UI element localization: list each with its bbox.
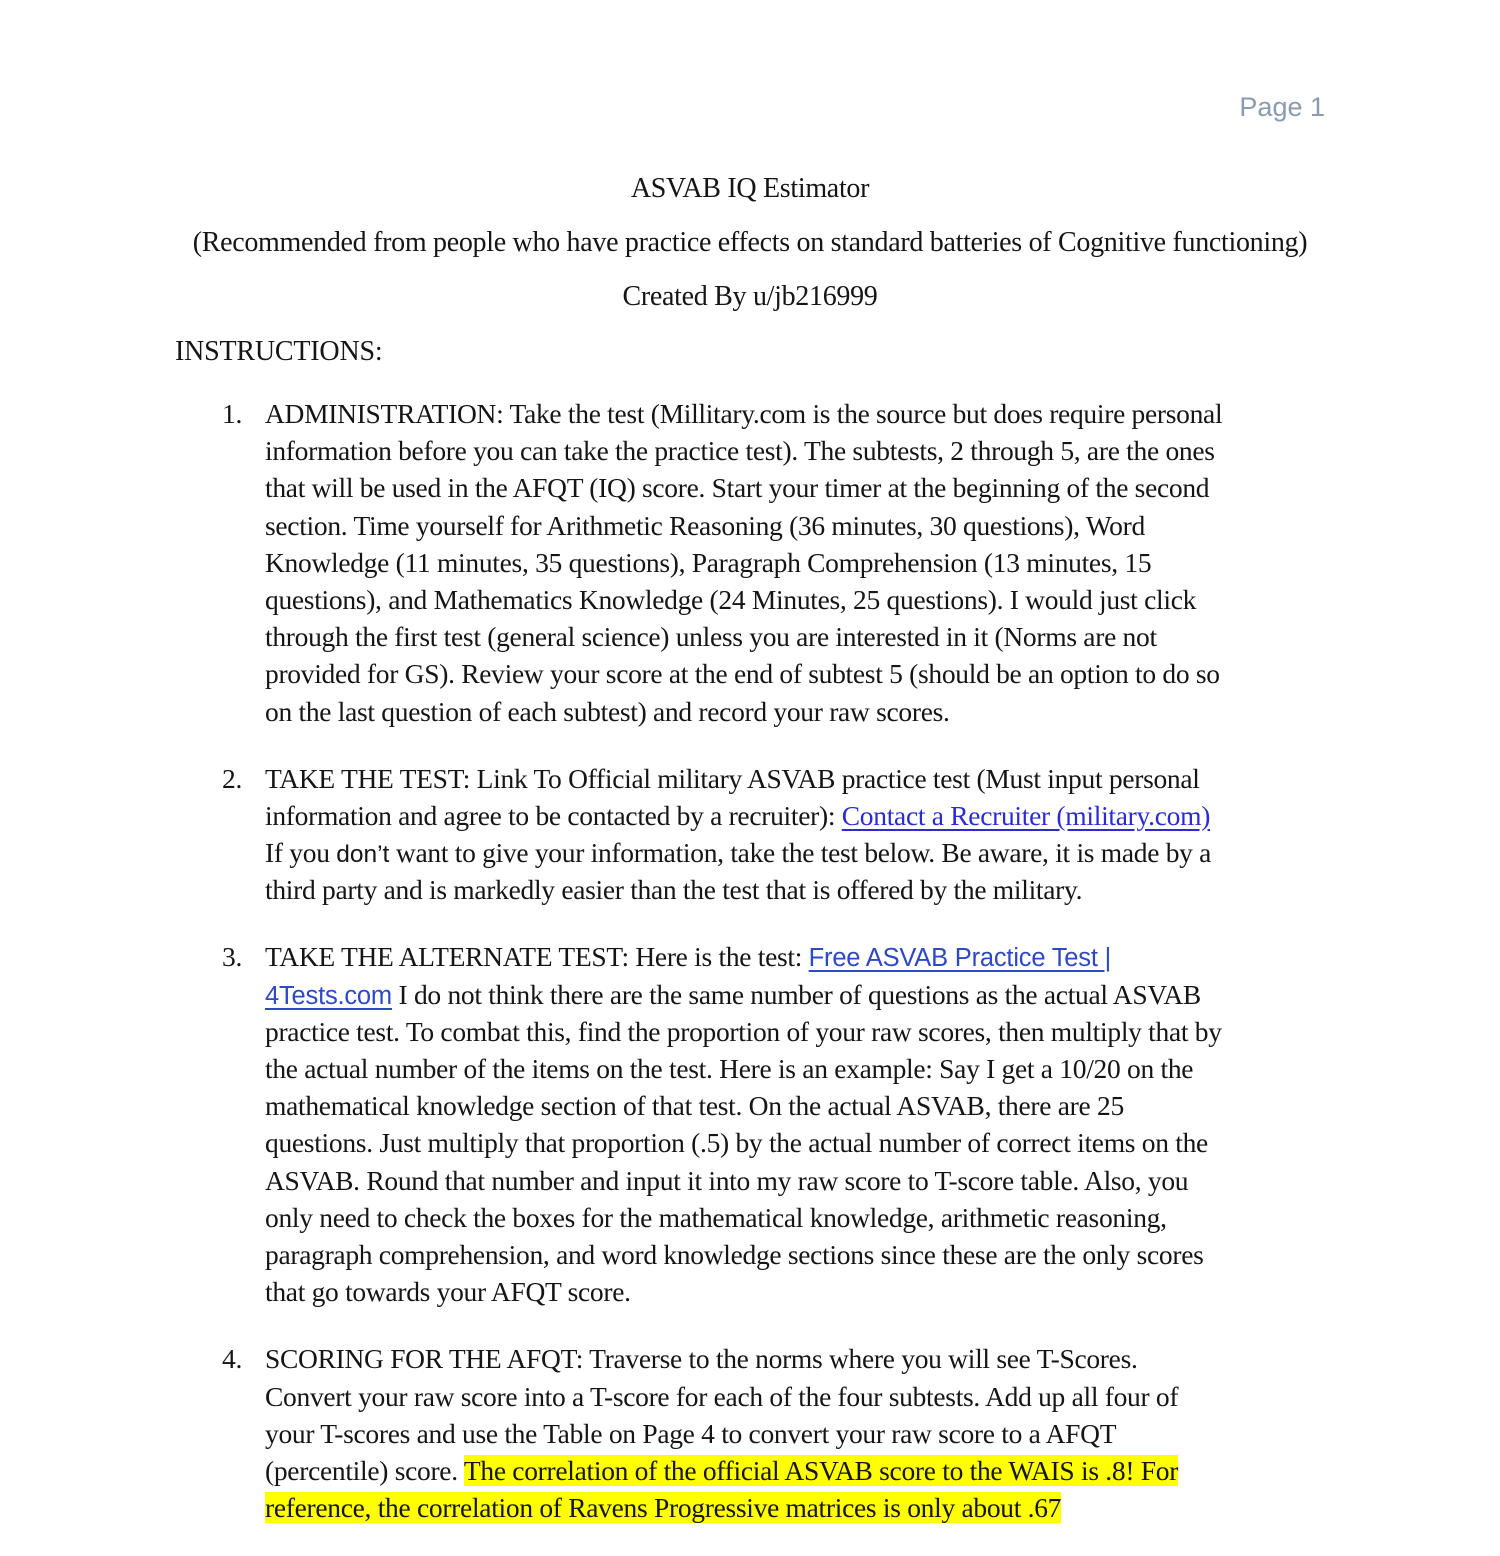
body-text: want to give your information, take the test below. Be aware, it is made by a	[389, 837, 1212, 869]
item-number: 4.	[222, 1343, 243, 1375]
body-text: information and agree to be contacted by a recruiter):	[265, 799, 842, 831]
body-text: I do not think there are the same number of questions as the actual ASVAB	[391, 978, 1201, 1010]
doc-subtitle: (Recommended from people who have practice effects on standard batteries of Cognitive functioning)	[192, 227, 1308, 258]
doc-author: Created By u/jb216999	[622, 281, 878, 312]
text-line	[265, 938, 1325, 975]
item-number: 1.	[222, 398, 243, 429]
body-text: that go towards your AFQT score.	[265, 1276, 631, 1308]
text-line	[265, 834, 1325, 871]
body-text: third party and is markedly easier than the test that is offered by the military.	[265, 874, 1083, 906]
instructions-heading: INSTRUCTIONS:	[175, 336, 383, 367]
body-text: that will be used in the AFQT (IQ) score. Start your timer at the beginning of the second	[265, 472, 1210, 504]
highlighted-text: The correlation of the official ASVAB score to the WAIS is .8! For	[463, 1454, 1179, 1486]
body-text: section. Time yourself for Arithmetic Reasoning (36 minutes, 30 questions), Word	[265, 509, 1145, 541]
body-text: Convert your raw score into a T-score for each of the four subtests. Add up all four of	[265, 1380, 1179, 1412]
item-number: 3.	[222, 941, 243, 973]
body-text: the actual number of the items on the test. Here is an example: Say I get a 10/20 on the	[265, 1053, 1194, 1084]
text-line	[265, 1236, 1325, 1273]
text-line	[265, 1087, 1325, 1124]
text-line	[265, 432, 1325, 469]
text-line	[265, 1124, 1325, 1161]
text-line	[265, 544, 1325, 581]
body-text: (percentile) score.	[265, 1454, 464, 1486]
body-text: TAKE THE TEST: Link To Official military ASVAB practice test (Must input personal	[265, 762, 1200, 794]
body-text: provided for GS). Review your score at the end of subtest 5 (should be an option to do so	[265, 658, 1220, 690]
body-text: information before you can take the practice test). The subtests, 2 through 5, are the ones	[265, 435, 1215, 467]
body-text: don’t	[336, 841, 390, 869]
instruction-item	[175, 395, 1325, 730]
doc-title: ASVAB IQ Estimator	[630, 173, 870, 204]
text-line	[265, 618, 1325, 655]
text-line	[265, 1013, 1325, 1050]
item-number: 2.	[222, 762, 243, 794]
page-number: Page 1	[1239, 92, 1325, 122]
body-text: TAKE THE ALTERNATE TEST: Here is the test:	[265, 941, 809, 973]
text-line	[265, 1162, 1325, 1199]
4tests-link-part1[interactable]: Free ASVAB Practice Test |	[808, 944, 1112, 973]
body-text: Knowledge (11 minutes, 35 questions), Paragraph Comprehension (13 minutes, 15	[265, 546, 1152, 578]
body-text: only need to check the boxes for the mathematical knowledge, arithmetic reasoning,	[265, 1201, 1167, 1233]
body-text: through the first test (general science) unless you are interested in it (Norms are not	[265, 621, 1157, 653]
text-line	[265, 693, 1325, 730]
text-line	[265, 1050, 1325, 1087]
body-text: paragraph comprehension, and word knowledge sections since these are the only scores	[265, 1238, 1204, 1270]
text-line	[265, 1415, 1325, 1452]
text-line	[265, 1452, 1325, 1489]
text-line	[265, 797, 1325, 834]
text-line	[265, 1273, 1325, 1310]
text-line	[265, 507, 1325, 544]
text-line	[265, 871, 1325, 908]
body-text: questions), and Mathematics Knowledge (24 Minutes, 25 questions). I would just click	[265, 583, 1197, 615]
document-content	[175, 0, 1325, 1556]
body-text: ADMINISTRATION: Take the test (Millitary.com is the source but does require personal	[265, 398, 1223, 429]
body-text: on the last question of each subtest) and record your raw scores.	[265, 695, 950, 727]
text-line	[265, 1340, 1325, 1377]
instruction-item	[175, 938, 1325, 1310]
text-line	[265, 655, 1325, 692]
text-line	[265, 1378, 1325, 1415]
body-text: your T-scores and use the Table on Page 4 to convert your raw score to a AFQT	[265, 1417, 1117, 1449]
body-text: SCORING FOR THE AFQT: Traverse to the norms where you will see T-Scores.	[265, 1343, 1138, 1375]
body-text: mathematical knowledge section of that test. On the actual ASVAB, there are 25	[265, 1090, 1124, 1122]
text-line	[265, 1489, 1325, 1526]
text-line	[265, 469, 1325, 506]
body-text: ASVAB. Round that number and input it into my raw score to T-score table. Also, you	[265, 1164, 1189, 1196]
text-line	[265, 581, 1325, 618]
highlighted-text: reference, the correlation of Ravens Progressive matrices is only about .67	[265, 1492, 1062, 1524]
text-line	[265, 760, 1325, 797]
body-text: questions. Just multiply that proportion (.5) by the actual number of correct items on the	[265, 1127, 1208, 1159]
text-line	[265, 976, 1325, 1013]
text-line	[265, 395, 1325, 432]
body-text: If you	[265, 837, 337, 869]
body-text: practice test. To combat this, find the proportion of your raw scores, then multiply that by	[265, 1015, 1222, 1047]
text-line	[265, 1199, 1325, 1236]
instruction-item	[175, 1340, 1325, 1526]
instruction-item	[175, 760, 1325, 909]
4tests-link-part2[interactable]: 4Tests.com	[265, 981, 392, 1010]
instruction-list	[175, 395, 1325, 1526]
contact-recruiter-link[interactable]: Contact a Recruiter (military.com)	[841, 799, 1211, 831]
